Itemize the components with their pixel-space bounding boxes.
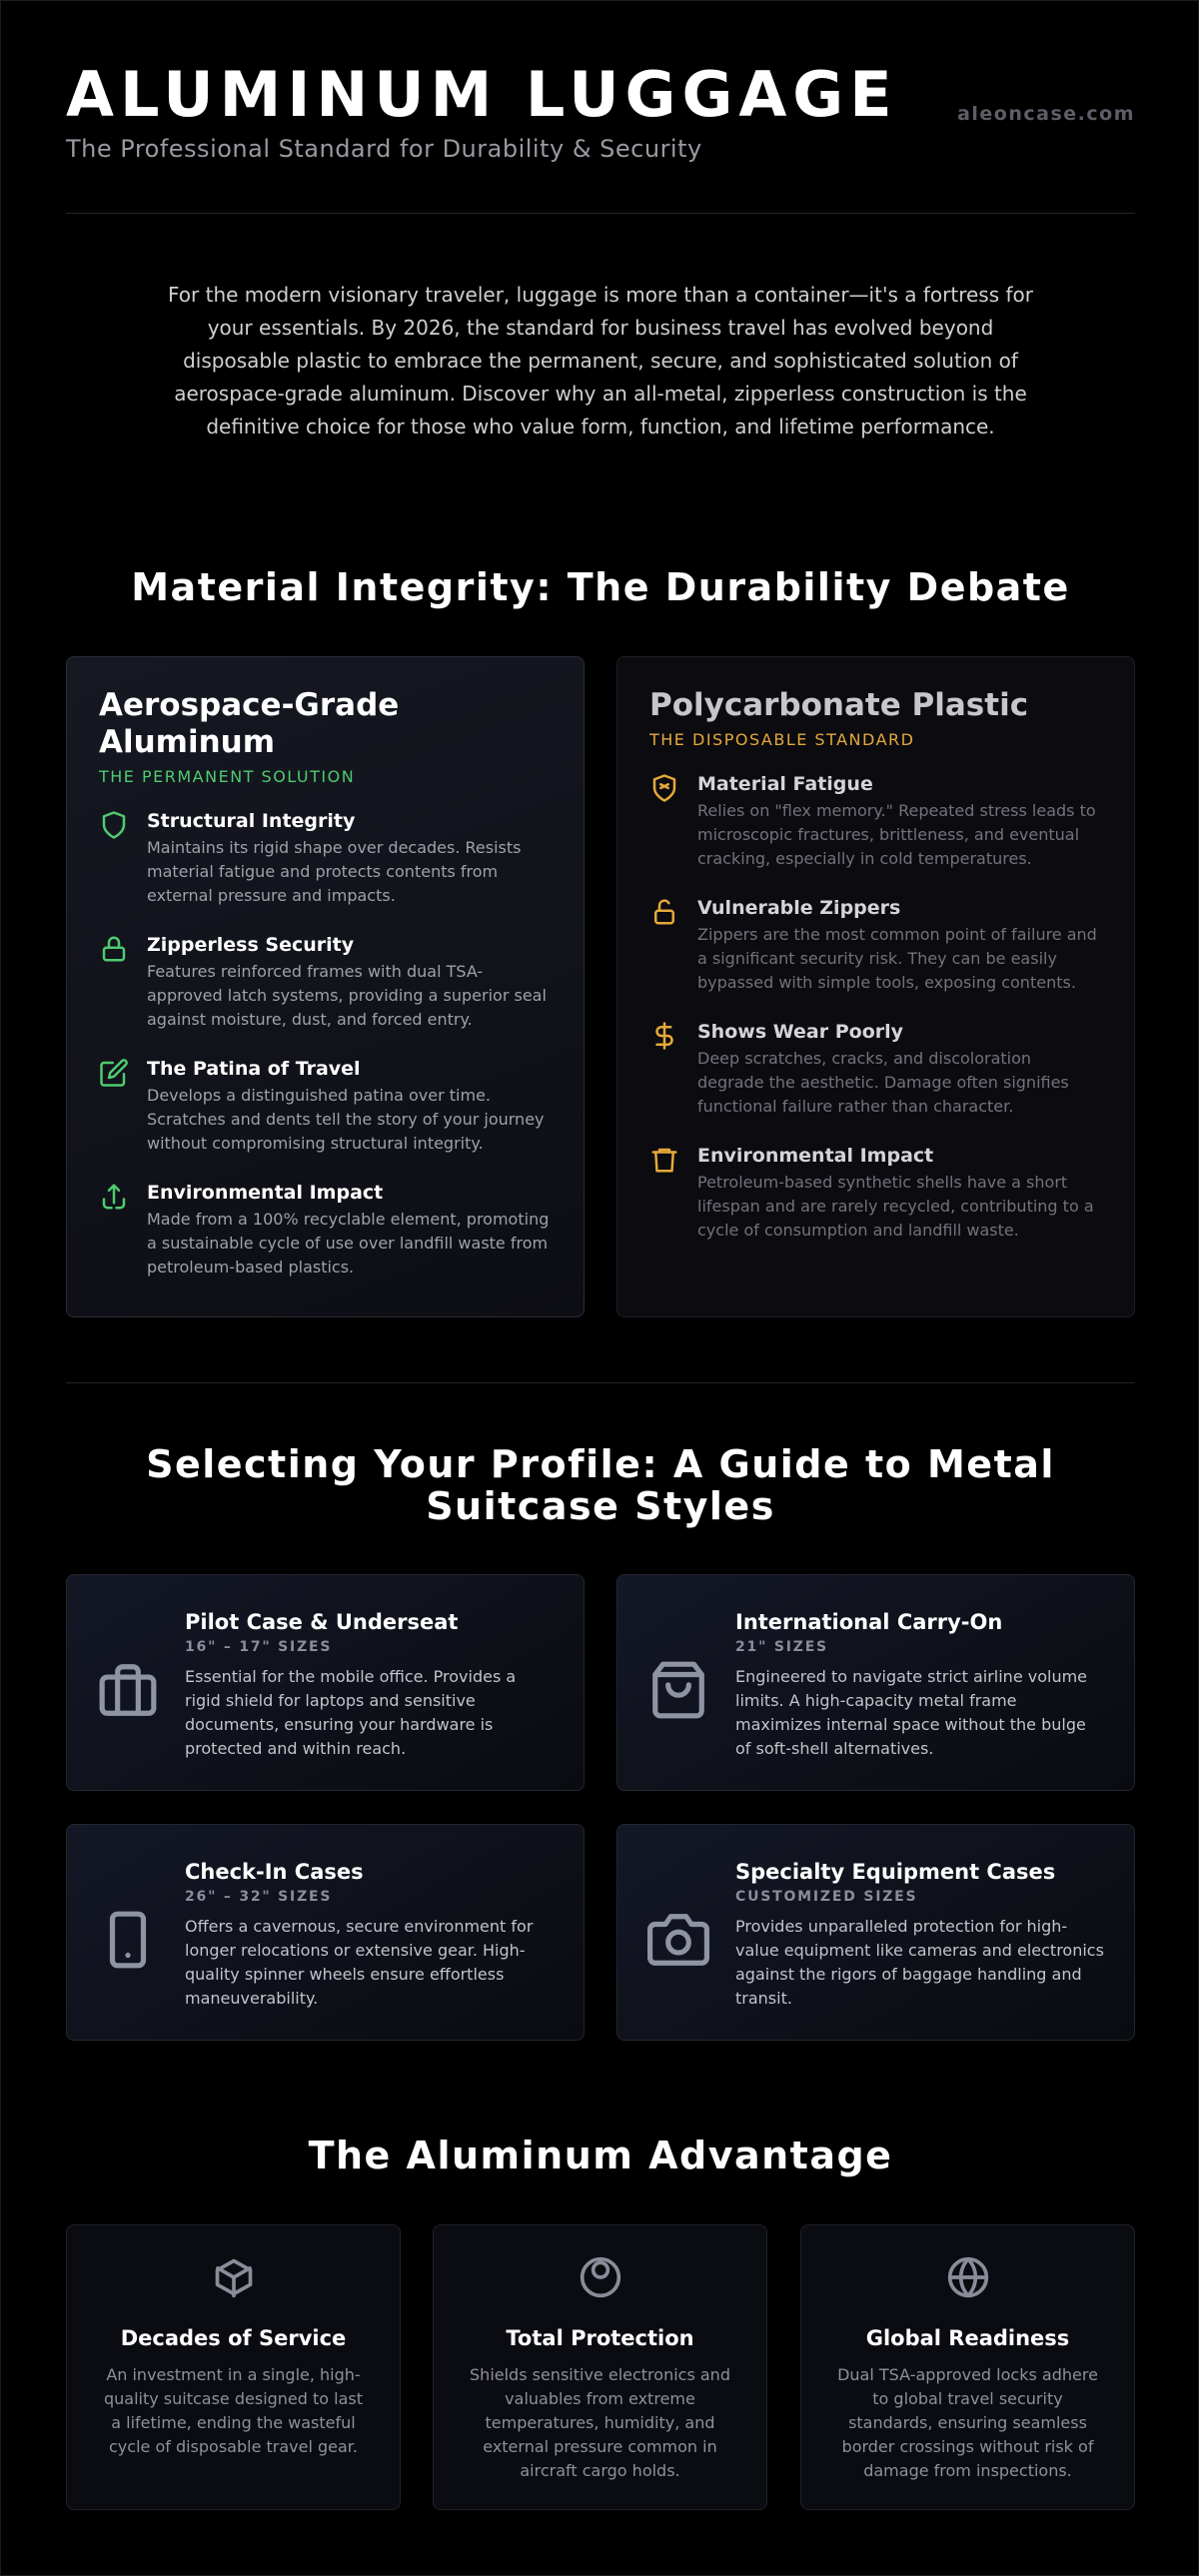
feature-desc: Made from a 100% recyclable element, promoting a sustainable cycle of use over landfill waste from petroleum-based plastics. [147, 1210, 550, 1277]
feature-item [649, 1143, 1102, 1243]
feature-title: Vulnerable Zippers [697, 897, 901, 919]
plastic-card-subtitle: THE DISPOSABLE STANDARD [649, 730, 915, 749]
header [66, 59, 1135, 169]
feature-item [649, 771, 1102, 871]
dollar-icon [649, 1019, 697, 1119]
user-circle-icon [468, 2255, 732, 2303]
profile-title: International Carry-On [735, 1610, 1003, 1634]
header-divider [66, 213, 1135, 214]
feature-title: Zipperless Security [147, 934, 355, 956]
feature-title: Shows Wear Poorly [697, 1021, 904, 1043]
unlock-icon [649, 895, 697, 995]
advantage-card-global [800, 2224, 1135, 2510]
feature-title: Environmental Impact [697, 1145, 934, 1167]
box-icon [101, 2255, 366, 2303]
profile-size: CUSTOMIZED SIZES [735, 1889, 918, 1905]
aluminum-card-title: Aerospace-Grade Aluminum [99, 687, 400, 760]
profile-size: 26" – 32" SIZES [185, 1889, 333, 1905]
profile-size: 21" SIZES [735, 1639, 828, 1655]
profiles-section-title: Selecting Your Profile: A Guide to Metal Suitcase Styles [146, 1442, 1055, 1528]
shield-alert-icon [649, 771, 697, 871]
plastic-card [616, 656, 1135, 1317]
profile-size: 16" – 17" SIZES [185, 1639, 333, 1655]
advantage-desc: An investment in a single, high-quality suitcase designed to last a lifetime, ending the wasteful cycle of disposable travel gear. [103, 2365, 364, 2456]
tagline: The Professional Standard for Durability & Security [66, 135, 702, 163]
profile-card-carry-on [616, 1574, 1135, 1791]
intro-paragraph: For the modern visionary traveler, luggage is more than a container—it's a fortress for your essentials. By 2026, the standard for business travel has evolved beyond disposable plastic to embrace the permanent, secure, and sophisticated solution of aerospace-grade aluminum. Discover why an all-metal, zipperless construction is the definitive choice for those who value form, function, and lifetime performance. [168, 283, 1033, 438]
camera-icon [647, 1859, 727, 2020]
tablet-icon [97, 1859, 177, 2020]
feature-title: The Patina of Travel [147, 1058, 361, 1080]
trash-icon [649, 1143, 697, 1243]
profile-desc: Essential for the mobile office. Provides a rigid shield for laptops and sensitive documents, ensuring your hardware is protected and within reach. [185, 1667, 517, 1758]
globe-icon [835, 2255, 1100, 2303]
profile-card-pilot [66, 1574, 585, 1791]
feature-desc: Features reinforced frames with dual TSA-approved latch systems, providing a superior seal against moisture, dust, and forced entry. [147, 962, 547, 1029]
feature-item [99, 932, 552, 1032]
advantage-section-title: The Aluminum Advantage [308, 2134, 893, 2177]
advantage-card-protection [433, 2224, 767, 2510]
shopping-bag-icon [647, 1609, 727, 1770]
section-divider [66, 1382, 1135, 1383]
feature-item [99, 808, 552, 908]
shield-icon [99, 808, 147, 908]
feature-desc: Relies on "flex memory." Repeated stress leads to microscopic fractures, brittleness, and eventual cracking, especially in cold temperatures. [697, 801, 1096, 868]
feature-title: Environmental Impact [147, 1182, 384, 1204]
plastic-card-title: Polycarbonate Plastic [649, 687, 1029, 723]
advantage-card-service [66, 2224, 401, 2510]
durability-section-title: Material Integrity: The Durability Debate [131, 565, 1070, 609]
feature-item [99, 1056, 552, 1156]
profile-desc: Provides unparalleled protection for high-value equipment like cameras and electronics against the rigors of baggage handling and transit. [735, 1917, 1104, 2008]
site-link[interactable]: aleoncase.com [957, 103, 1135, 125]
feature-item [99, 1180, 552, 1280]
advantage-desc: Dual TSA-approved locks adhere to global travel security standards, ensuring seamless border crossings without risk of damage from inspections. [837, 2365, 1098, 2480]
advantage-desc: Shields sensitive electronics and valuables from extreme temperatures, humidity, and external pressure common in aircraft cargo holds. [470, 2365, 730, 2480]
feature-title: Structural Integrity [147, 810, 356, 832]
profile-title: Check-In Cases [185, 1860, 364, 1884]
advantage-title: Global Readiness [865, 2326, 1070, 2350]
lock-icon [99, 932, 147, 1032]
profile-card-check-in [66, 1824, 585, 2041]
profile-card-specialty [616, 1824, 1135, 2041]
profile-title: Pilot Case & Underseat [185, 1610, 459, 1634]
feature-item [649, 1019, 1102, 1119]
feature-desc: Petroleum-based synthetic shells have a short lifespan and are rarely recycled, contributing to a cycle of consumption and landfill waste. [697, 1173, 1094, 1240]
recycle-icon [99, 1180, 147, 1280]
profile-desc: Engineered to navigate strict airline volume limits. A high-capacity metal frame maximizes internal space without the bulge of soft-shell alternatives. [735, 1667, 1088, 1758]
feature-desc: Develops a distinguished patina over time. Scratches and dents tell the story of your journey without compromising structural integrity. [147, 1086, 545, 1153]
profile-desc: Offers a cavernous, secure environment for longer relocations or extensive gear. High-quality spinner wheels ensure effortless maneuverability. [185, 1917, 534, 2008]
feature-desc: Deep scratches, cracks, and discoloration degrade the aesthetic. Damage often signifies functional failure rather than character. [697, 1049, 1069, 1116]
briefcase-icon [97, 1609, 177, 1770]
feature-desc: Maintains its rigid shape over decades. Resists material fatigue and protects contents from external pressure and impacts. [147, 838, 522, 905]
brand-title: ALUMINUM LUGGAGE [66, 58, 898, 131]
profile-title: Specialty Equipment Cases [735, 1860, 1056, 1884]
advantage-title: Decades of Service [120, 2326, 347, 2350]
aluminum-card-subtitle: THE PERMANENT SOLUTION [99, 767, 356, 786]
feature-desc: Zippers are the most common point of failure and a significant security risk. They can be easily bypassed with simple tools, exposing contents. [697, 925, 1097, 992]
feature-item [649, 895, 1102, 995]
advantage-title: Total Protection [506, 2326, 694, 2350]
feature-title: Material Fatigue [697, 773, 873, 795]
aluminum-card [66, 656, 585, 1317]
edit-icon [99, 1056, 147, 1156]
